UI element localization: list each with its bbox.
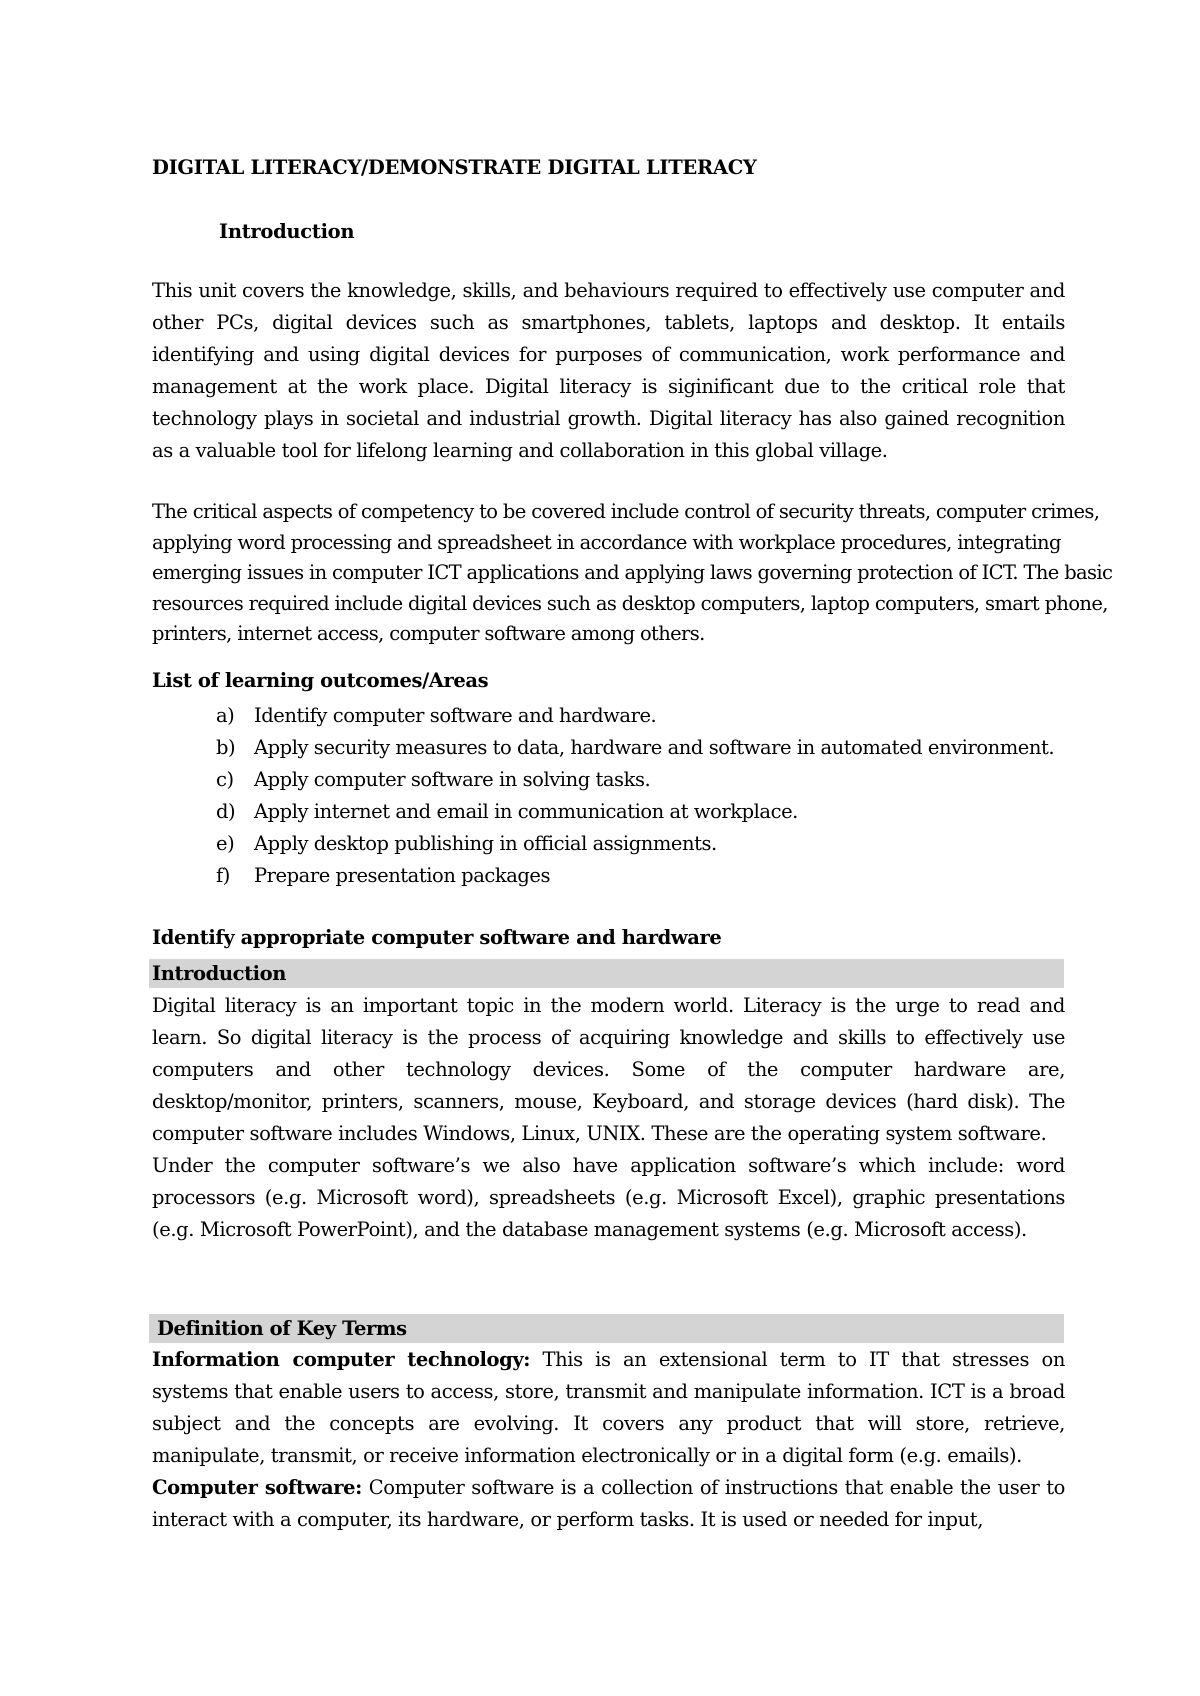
list-item xyxy=(216,796,1054,828)
list-item xyxy=(216,700,1054,732)
section-heading: Identify appropriate computer software and hardware xyxy=(152,926,722,949)
term-software xyxy=(152,1472,1065,1536)
list-item-text: Prepare presentation packages xyxy=(254,864,551,887)
term-ict-label: Information computer technology: xyxy=(152,1348,531,1371)
list-marker: d) xyxy=(216,800,236,823)
outcomes-heading: List of learning outcomes/Areas xyxy=(152,669,489,692)
list-marker: f) xyxy=(216,864,230,887)
term-software-text: Computer software is a collection of instructions that enable the user to interact with a computer, its hardware, or perform tasks. It is used or needed for input, xyxy=(152,1476,1065,1531)
list-marker: c) xyxy=(216,768,234,791)
term-ict xyxy=(152,1344,1065,1472)
list-item-text: Apply internet and email in communication at workplace. xyxy=(254,800,798,823)
list-marker: e) xyxy=(216,832,235,855)
learning-outcomes-list xyxy=(216,700,1054,892)
key-terms-bar: Definition of Key Terms xyxy=(149,1314,1064,1343)
list-marker: a) xyxy=(216,704,235,727)
list-item xyxy=(216,732,1054,764)
section-intro-paragraph-1: Digital literacy is an important topic in the modern world. Literacy is the urge to read and learn. So digital literacy is the process of acquiring knowledge and skills to effectively use computers and other technology devices. Some of the computer hardware are, desktop/monitor, printers, scanners, mouse, Keyboard, and storage devices (hard disk). The computer software includes Windows, Linux, UNIX. These are the operating system software. xyxy=(152,994,1065,1145)
section-intro-bar: Introduction xyxy=(149,959,1064,988)
document-title: DIGITAL LITERACY/DEMONSTRATE DIGITAL LITERACY xyxy=(152,156,757,179)
section-intro-body xyxy=(152,990,1065,1246)
intro-heading: Introduction xyxy=(219,220,355,243)
list-item xyxy=(216,764,1054,796)
list-marker: b) xyxy=(216,736,236,759)
list-item-text: Apply desktop publishing in official assignments. xyxy=(254,832,717,855)
key-terms-body xyxy=(152,1344,1065,1536)
competency-paragraph: The critical aspects of competency to be covered include control of security threats, computer crimes, applying word processing and spreadsheet in accordance with workplace procedures, integrating emerging issues in computer ICT applications and applying laws governing protection of ICT. The basic resources required include digital devices such as desktop computers, laptop computers, smart phone, printers, internet access, computer software among others. xyxy=(152,500,1113,645)
list-item-text: Apply security measures to data, hardware and software in automated environment. xyxy=(254,736,1055,759)
section-intro-paragraph-2: Under the computer software’s we also have application software’s which include: word processors (e.g. Microsoft word), spreadsheets (e.g. Microsoft Excel), graphic presentations (e.g. Microsoft PowerPoint), and the database management systems (e.g. Microsoft access). xyxy=(152,1154,1065,1241)
term-software-label: Computer software: xyxy=(152,1476,362,1499)
list-item xyxy=(216,860,1054,892)
intro-paragraph: This unit covers the knowledge, skills, and behaviours required to effectively use computer and other PCs, digital devices such as smartphones, tablets, laptops and desktop. It entails identifying and using digital devices for purposes of communication, work performance and management at the work place. Digital literacy is siginificant due to the critical role that technology plays in societal and industrial growth. Digital literacy has also gained recognition as a valuable tool for lifelong learning and collaboration in this global village. xyxy=(152,279,1065,462)
term-ict-text: This is an extensional term to IT that stresses on systems that enable users to access, store, transmit and manipulate information. ICT is a broad subject and the concepts are evolving. It covers any product that will store, retrieve, manipulate, transmit, or receive information electronically or in a digital form (e.g. emails). xyxy=(152,1348,1065,1467)
list-item-text: Identify computer software and hardware. xyxy=(254,704,657,727)
list-item-text: Apply computer software in solving tasks. xyxy=(254,768,651,791)
list-item xyxy=(216,828,1054,860)
